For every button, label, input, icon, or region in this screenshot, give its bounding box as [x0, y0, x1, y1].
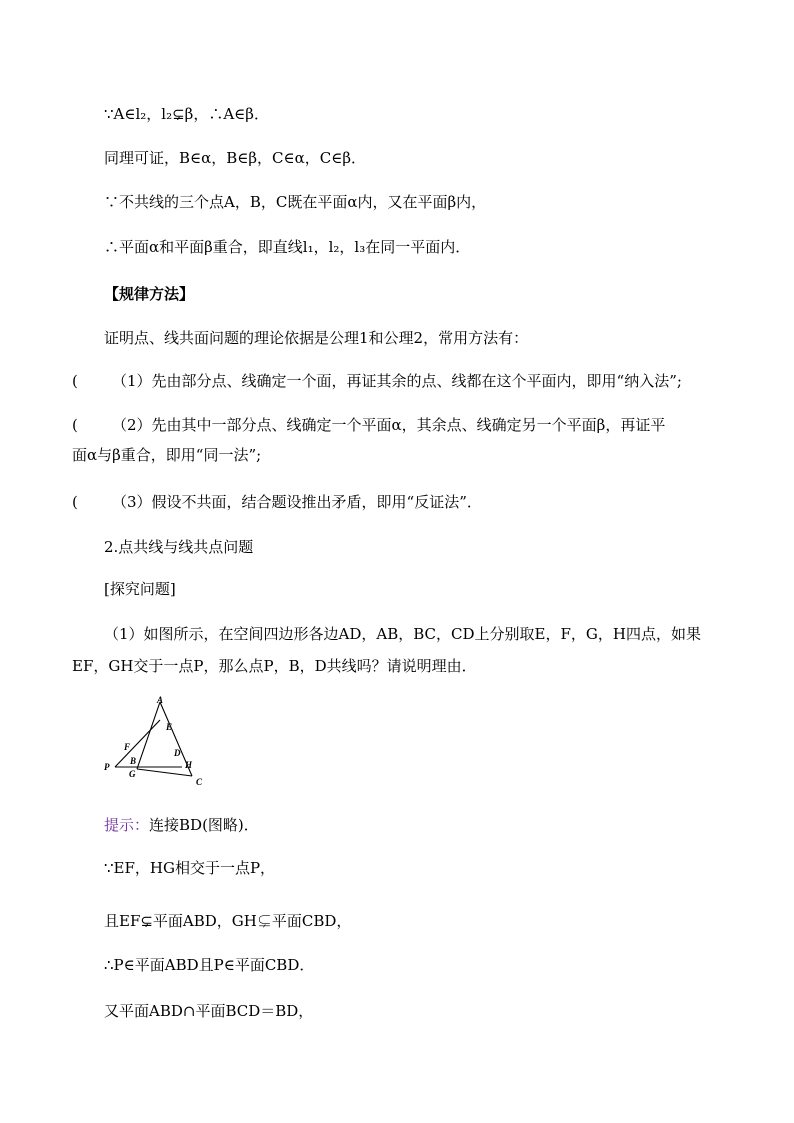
- hint-step-4: 又平面ABD∩平面BCD＝BD，: [104, 1002, 314, 1020]
- question-1a: （1）如图所示，在空间四边形各边AD，AB，BC，CD上分别取E，F，G，H四点，如果: [104, 625, 701, 643]
- method-3: （3）假设不共面，结合题设推出矛盾，即用“反证法”．: [112, 493, 482, 511]
- method-1: （1）先由部分点、线确定一个面，再证其余的点、线都在这个平面内，即用“纳入法”;: [112, 372, 682, 390]
- explore-heading: [探究问题]: [104, 580, 176, 598]
- paren-marker-2: (: [72, 416, 78, 434]
- label-D: D: [174, 748, 181, 758]
- method-2a: （2）先由其中一部分点、线确定一个平面α，其余点、线确定另一个平面β，再证平: [112, 416, 666, 434]
- label-G: G: [129, 769, 136, 779]
- label-P: P: [104, 762, 110, 772]
- label-A: A: [157, 695, 164, 705]
- geometry-figure: [100, 694, 210, 790]
- method-intro: 证明点、线共面问题的理论依据是公理1和公理2，常用方法有：: [104, 329, 529, 347]
- label-F: F: [124, 742, 131, 752]
- hint-step-3: ∴P∈平面ABD且P∈平面CBD．: [104, 956, 315, 974]
- hint-label: 提示：: [104, 816, 150, 834]
- label-H: H: [185, 760, 193, 770]
- question-1b: EF，GH交于一点P，那么点P，B，D共线吗？请说明理由．: [72, 657, 477, 675]
- paren-marker-1: (: [72, 372, 78, 390]
- hint-step-1: ∵EF，HG相交于一点P，: [104, 859, 276, 877]
- method-2b: 面α与β重合，即用“同一法”;: [72, 446, 262, 464]
- hint-text: 连接BD(图略)．: [149, 816, 259, 834]
- hint-line: [104, 815, 259, 835]
- text-line-3: ∵不共线的三个点A，B，C既在平面α内，又在平面β内，: [104, 193, 487, 211]
- text-line-1: ∵A∈l₂，l₂⊊β，∴A∈β．: [104, 105, 269, 123]
- heading-method: 【规律方法】: [104, 285, 195, 303]
- text-line-4: ∴平面α和平面β重合，即直线l₁，l₂，l₃在同一平面内．: [104, 238, 471, 256]
- label-B: B: [130, 756, 137, 766]
- section-heading-2: 2.点共线与线共点问题: [104, 538, 254, 556]
- paren-marker-3: (: [72, 493, 78, 511]
- label-C: C: [196, 777, 203, 787]
- label-E: E: [166, 722, 173, 732]
- hint-step-2: 且EF⊊平面ABD，GH⊊平面CBD，: [104, 912, 352, 930]
- text-line-2: 同理可证，B∈α，B∈β，C∈α，C∈β．: [104, 149, 367, 167]
